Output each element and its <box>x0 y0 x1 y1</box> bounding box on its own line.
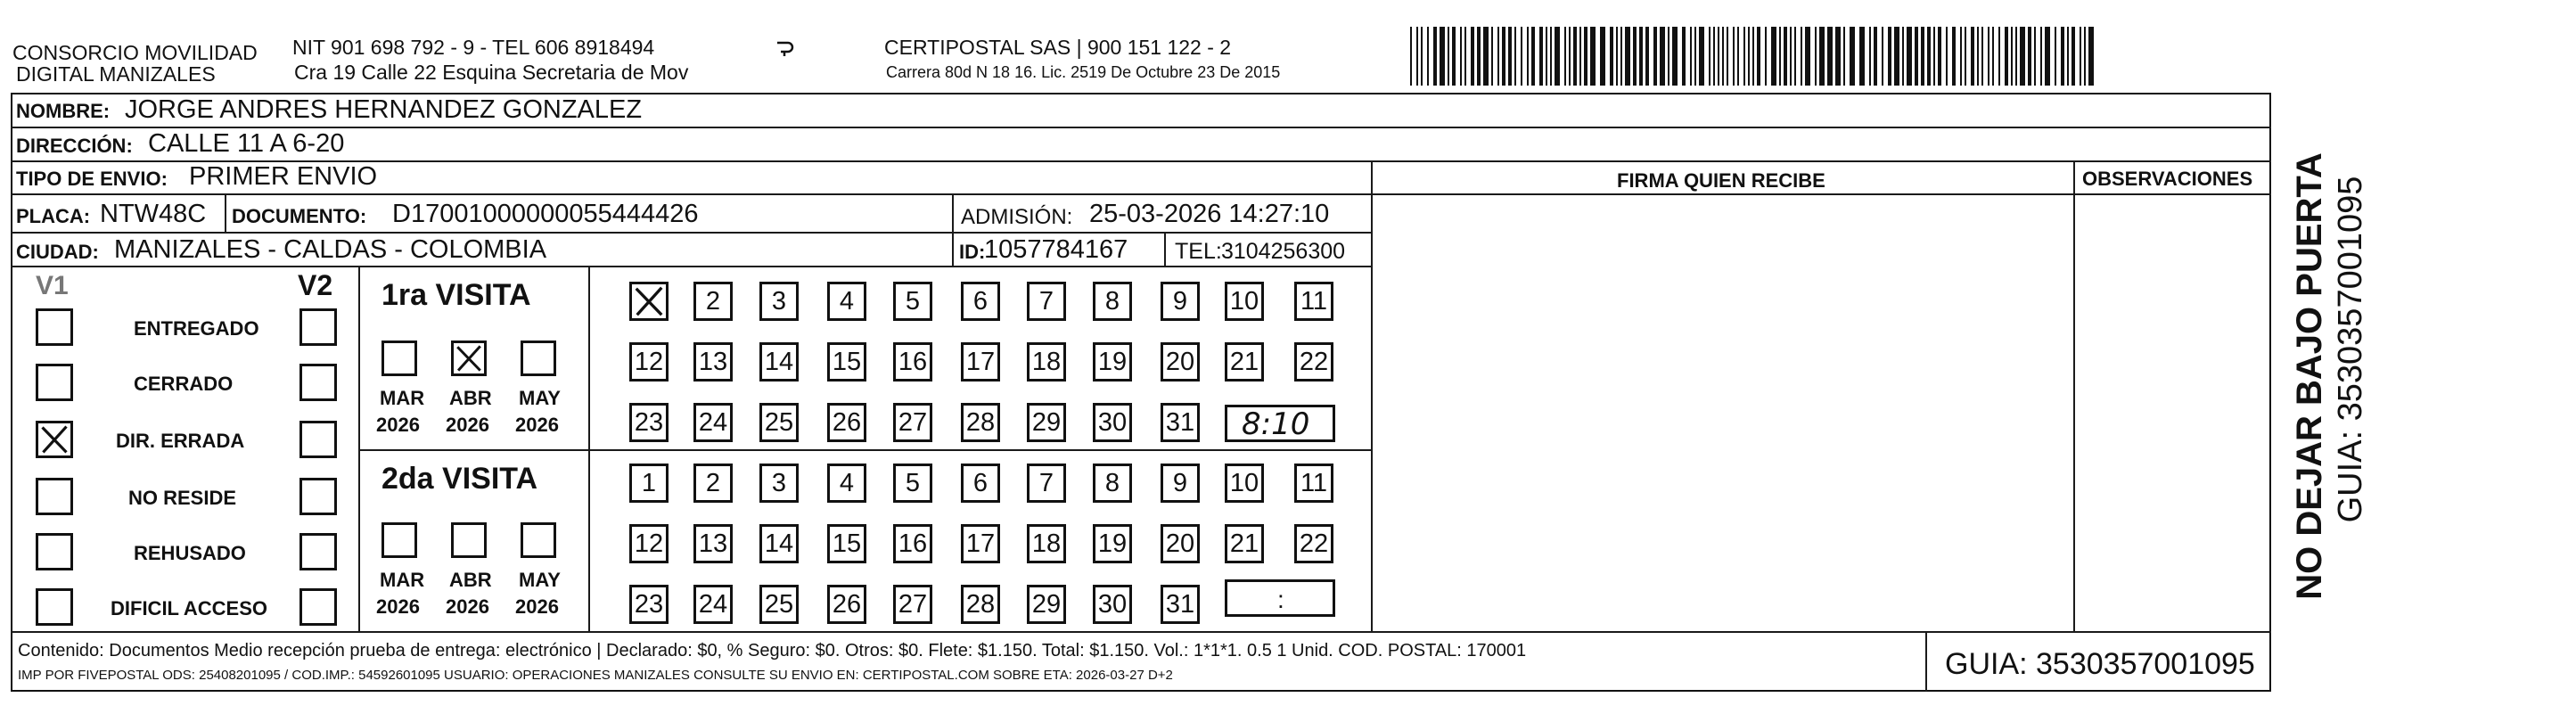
status-label: ENTREGADO <box>134 317 259 340</box>
first-day-box[interactable]: 14 <box>759 342 799 382</box>
company-address: Cra 19 Calle 22 Esquina Secretaria de Mov <box>294 61 689 84</box>
second-day-box[interactable]: 19 <box>1093 524 1132 563</box>
first-month-checkbox[interactable] <box>521 340 556 376</box>
second-day-box[interactable]: 28 <box>961 585 1000 624</box>
second-day-box[interactable]: 13 <box>693 524 733 563</box>
first-month-checkbox[interactable] <box>451 340 487 376</box>
certipostal-logo-icon <box>774 39 797 57</box>
nombre-value: JORGE ANDRES HERNANDEZ GONZALEZ <box>125 95 643 124</box>
second-month-label: ABR <box>449 569 492 591</box>
second-day-box[interactable]: 14 <box>759 524 799 563</box>
tel-value: 3104256300 <box>1221 239 1346 264</box>
first-day-box[interactable] <box>629 282 669 321</box>
second-day-box[interactable]: 6 <box>961 464 1000 503</box>
direccion-value: CALLE 11 A 6-20 <box>148 129 345 158</box>
first-day-box[interactable]: 3 <box>759 282 799 321</box>
observaciones-header: OBSERVACIONES <box>2082 168 2253 190</box>
first-month-label: ABR <box>449 387 492 409</box>
admision-value: 25-03-2026 14:27:10 <box>1089 200 1330 228</box>
admision-label: ADMISIÓN: <box>961 205 1073 229</box>
status-label: NO RESIDE <box>128 487 237 509</box>
second-day-box[interactable]: 10 <box>1225 464 1264 503</box>
id-label: ID: <box>959 241 986 263</box>
first-day-box[interactable]: 8 <box>1093 282 1132 321</box>
second-year-label: 2026 <box>515 595 559 618</box>
second-day-box[interactable]: 22 <box>1294 524 1333 563</box>
first-day-box[interactable]: 27 <box>893 403 932 442</box>
documento-value: D17001000000055444426 <box>392 200 699 228</box>
first-day-box[interactable]: 21 <box>1225 342 1264 382</box>
second-visit-time: : <box>1277 586 1284 613</box>
second-day-box[interactable]: 9 <box>1161 464 1200 503</box>
placa-label: PLACA: <box>16 205 91 227</box>
second-day-box[interactable]: 1 <box>629 464 669 503</box>
second-year-label: 2026 <box>376 595 420 618</box>
first-day-box[interactable]: 9 <box>1161 282 1200 321</box>
second-day-box[interactable]: 15 <box>827 524 866 563</box>
first-day-box[interactable]: 20 <box>1161 342 1200 382</box>
firma-header: FIRMA QUIEN RECIBE <box>1617 169 1825 192</box>
first-day-box[interactable]: 18 <box>1027 342 1066 382</box>
tel-label: TEL: <box>1175 239 1222 264</box>
first-year-label: 2026 <box>446 414 489 436</box>
first-day-box[interactable]: 13 <box>693 342 733 382</box>
first-visit-time-box[interactable] <box>1225 405 1335 442</box>
second-day-box[interactable]: 4 <box>827 464 866 503</box>
company-name-line1: CONSORCIO MOVILIDAD <box>12 41 258 64</box>
first-visit-time: 8:10 <box>1242 406 1310 442</box>
first-day-box[interactable]: 10 <box>1225 282 1264 321</box>
header <box>0 0 2576 89</box>
first-day-box[interactable]: 19 <box>1093 342 1132 382</box>
company-name-line2: DIGITAL MANIZALES <box>16 62 216 86</box>
first-day-box[interactable]: 28 <box>961 403 1000 442</box>
second-month-checkbox[interactable] <box>451 522 487 558</box>
second-day-box[interactable]: 11 <box>1294 464 1333 503</box>
footer-contenido: Contenido: Documentos Medio recepción prueba de entrega: electrónico | Declarado: $0, % Seguro: $0. Otros: $0. Flete: $1.150. Total: $1.150. Vol.: 1*1*1. 0.5 1 Unid. COD. POSTAL: 170001 <box>18 641 1527 660</box>
second-day-box[interactable]: 8 <box>1093 464 1132 503</box>
first-year-label: 2026 <box>515 414 559 436</box>
first-day-box[interactable]: 12 <box>629 342 669 382</box>
status-label: DIR. ERRADA <box>116 430 245 452</box>
second-day-box[interactable]: 29 <box>1027 585 1066 624</box>
second-month-label: MAY <box>519 569 561 591</box>
first-month-label: MAY <box>519 387 561 409</box>
first-month-checkbox[interactable] <box>381 340 417 376</box>
company-nit: NIT 901 698 792 - 9 - TEL 606 8918494 <box>292 36 655 59</box>
first-day-box[interactable]: 2 <box>693 282 733 321</box>
side-guia: GUIA: 3530357001095 <box>2332 176 2369 523</box>
v2-checkbox[interactable] <box>299 421 337 458</box>
second-day-box[interactable]: 17 <box>961 524 1000 563</box>
first-visit-title: 1ra VISITA <box>381 278 531 312</box>
side-warning: NO DEJAR BAJO PUERTA <box>2290 152 2329 600</box>
second-day-box[interactable]: 5 <box>893 464 932 503</box>
first-day-box[interactable]: 30 <box>1093 403 1132 442</box>
second-visit-title: 2da VISITA <box>381 462 538 496</box>
direccion-label: DIRECCIÓN: <box>16 135 133 157</box>
second-day-box[interactable]: 24 <box>693 585 733 624</box>
second-day-box[interactable]: 3 <box>759 464 799 503</box>
nombre-label: NOMBRE: <box>16 100 111 122</box>
first-year-label: 2026 <box>376 414 420 436</box>
second-visit-time-box[interactable] <box>1225 579 1335 617</box>
first-day-box[interactable]: 26 <box>827 403 866 442</box>
first-day-box[interactable]: 23 <box>629 403 669 442</box>
v2-checkbox[interactable] <box>299 308 337 346</box>
first-day-box[interactable]: 7 <box>1027 282 1066 321</box>
second-day-box[interactable]: 25 <box>759 585 799 624</box>
v2-header: V2 <box>298 269 333 301</box>
second-day-box[interactable]: 26 <box>827 585 866 624</box>
placa-value: NTW48C <box>100 200 207 228</box>
first-day-box[interactable]: 29 <box>1027 403 1066 442</box>
first-day-box[interactable]: 25 <box>759 403 799 442</box>
first-day-box[interactable]: 17 <box>961 342 1000 382</box>
v1-header: V1 <box>36 271 69 300</box>
ciudad-value: MANIZALES - CALDAS - COLOMBIA <box>114 235 547 264</box>
second-day-box[interactable]: 18 <box>1027 524 1066 563</box>
v2-checkbox[interactable] <box>299 588 337 626</box>
first-day-box[interactable]: 31 <box>1161 403 1200 442</box>
certipostal-line1: CERTIPOSTAL SAS | 900 151 122 - 2 <box>884 36 1232 59</box>
tipo-envio-value: PRIMER ENVIO <box>189 162 378 191</box>
ciudad-label: CIUDAD: <box>16 241 99 263</box>
v1-checkbox[interactable] <box>36 421 73 458</box>
first-day-box[interactable]: 22 <box>1294 342 1333 382</box>
v1-checkbox[interactable] <box>36 588 73 626</box>
first-day-box[interactable]: 6 <box>961 282 1000 321</box>
second-day-box[interactable]: 23 <box>629 585 669 624</box>
first-day-box[interactable]: 24 <box>693 403 733 442</box>
v2-checkbox[interactable] <box>299 533 337 570</box>
first-day-box[interactable]: 5 <box>893 282 932 321</box>
second-day-box[interactable]: 16 <box>893 524 932 563</box>
v1-checkbox[interactable] <box>36 364 73 401</box>
second-day-box[interactable]: 30 <box>1093 585 1132 624</box>
status-label: DIFICIL ACCESO <box>111 597 268 619</box>
second-day-box[interactable]: 12 <box>629 524 669 563</box>
footer-guia: GUIA: 3530357001095 <box>1945 647 2255 681</box>
v1-checkbox[interactable] <box>36 533 73 570</box>
documento-label: DOCUMENTO: <box>232 205 367 227</box>
v2-checkbox[interactable] <box>299 478 337 515</box>
status-label: CERRADO <box>134 373 234 395</box>
first-day-box[interactable]: 11 <box>1294 282 1333 321</box>
v1-checkbox[interactable] <box>36 308 73 346</box>
v1-checkbox[interactable] <box>36 478 73 515</box>
v2-checkbox[interactable] <box>299 364 337 401</box>
first-day-box[interactable]: 16 <box>893 342 932 382</box>
tipo-envio-label: TIPO DE ENVIO: <box>16 168 168 190</box>
footer-impresion: IMP POR FIVEPOSTAL ODS: 25408201095 / COD.IMP.: 54592601095 USUARIO: OPERACIONES MANIZALES CONSULTE SU ENVIO EN: CERTIPOSTAL.COM SOBRE ETA: 2026-03-27 D+2 <box>18 668 1173 683</box>
barcode <box>1410 27 2098 86</box>
first-month-label: MAR <box>380 387 425 409</box>
second-day-box[interactable]: 31 <box>1161 585 1200 624</box>
second-year-label: 2026 <box>446 595 489 618</box>
second-day-box[interactable]: 27 <box>893 585 932 624</box>
status-label: REHUSADO <box>134 542 246 564</box>
first-day-box[interactable]: 15 <box>827 342 866 382</box>
second-day-box[interactable]: 7 <box>1027 464 1066 503</box>
first-day-box[interactable]: 4 <box>827 282 866 321</box>
second-day-box[interactable]: 2 <box>693 464 733 503</box>
second-day-box[interactable]: 21 <box>1225 524 1264 563</box>
second-day-box[interactable]: 20 <box>1161 524 1200 563</box>
certipostal-line2: Carrera 80d N 18 16. Lic. 2519 De Octubre 23 De 2015 <box>886 63 1281 81</box>
id-value: 1057784167 <box>984 235 1128 264</box>
second-month-checkbox[interactable] <box>521 522 556 558</box>
second-month-checkbox[interactable] <box>381 522 417 558</box>
second-month-label: MAR <box>380 569 425 591</box>
